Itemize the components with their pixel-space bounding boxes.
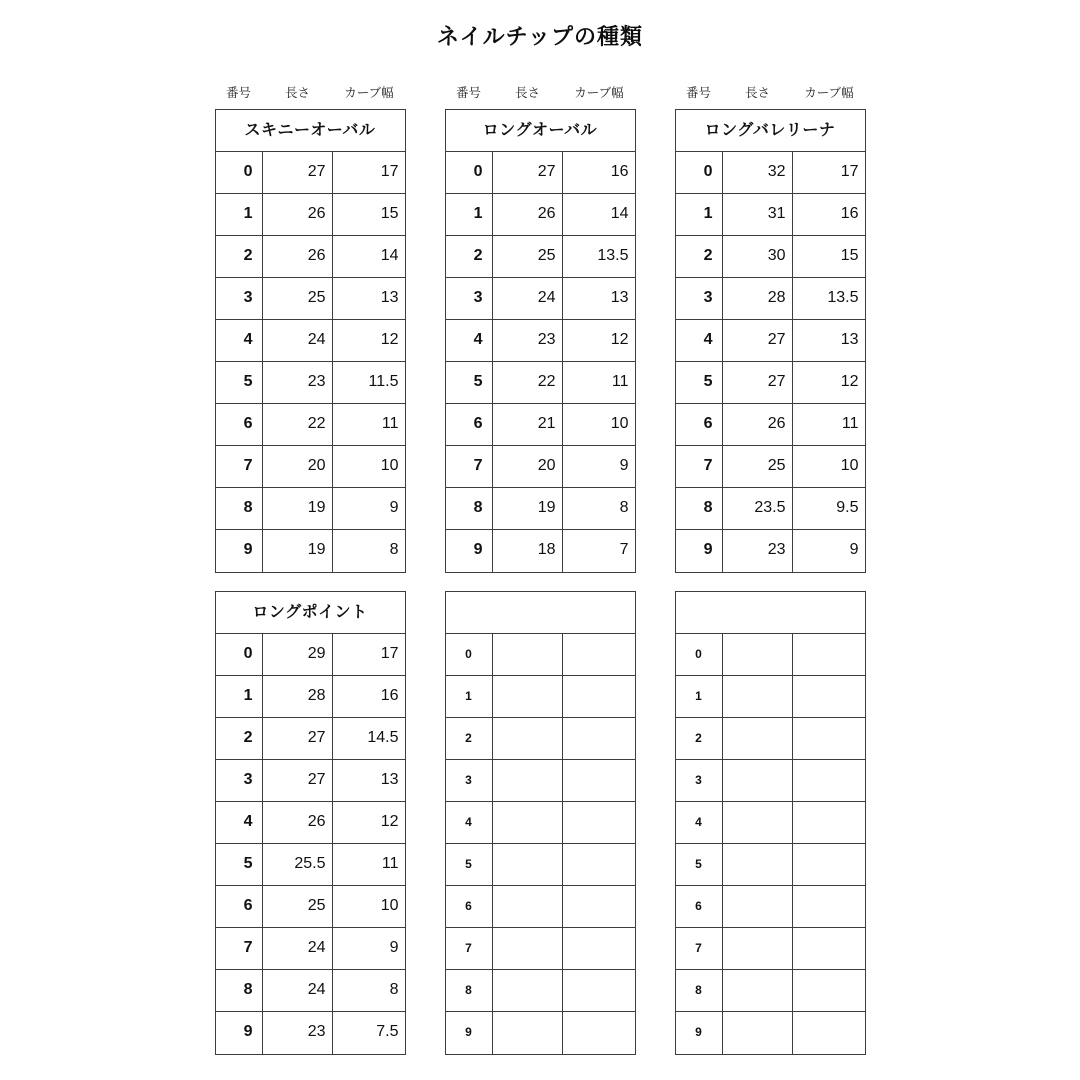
table-row bbox=[676, 404, 865, 446]
cell-curve: 12 bbox=[380, 331, 399, 348]
column-headers bbox=[215, 85, 406, 109]
cell-curve: 13 bbox=[380, 289, 399, 306]
table-row bbox=[216, 634, 405, 676]
data-table bbox=[215, 109, 406, 573]
column-header-curve: カーブ幅 bbox=[574, 86, 624, 100]
table-title bbox=[446, 592, 635, 634]
cell-number: 4 bbox=[216, 802, 263, 843]
column-header-number: 番号 bbox=[225, 86, 251, 100]
cell-length bbox=[493, 718, 563, 759]
cell-number: 3 bbox=[676, 278, 723, 319]
cell-length: 30 bbox=[723, 236, 793, 277]
table-row bbox=[216, 278, 405, 320]
cell-number: 8 bbox=[446, 488, 493, 529]
cell-curve bbox=[563, 718, 635, 759]
cell-number: 3 bbox=[216, 278, 263, 319]
cell-length: 20 bbox=[493, 446, 563, 487]
cell-length bbox=[723, 718, 793, 759]
cell-curve bbox=[793, 760, 865, 801]
cell-curve: 9.5 bbox=[836, 499, 859, 516]
cell-length bbox=[493, 1012, 563, 1054]
table-row bbox=[216, 446, 405, 488]
data-table bbox=[675, 109, 866, 573]
table-row bbox=[446, 362, 635, 404]
cell-curve bbox=[563, 634, 635, 675]
cell-curve: 8 bbox=[389, 981, 399, 998]
table-row bbox=[446, 236, 635, 278]
cell-curve: 11 bbox=[381, 855, 399, 872]
table-row bbox=[446, 278, 635, 320]
cell-number: 8 bbox=[216, 970, 263, 1011]
table-row bbox=[216, 488, 405, 530]
cell-number: 5 bbox=[446, 362, 493, 403]
cell-curve: 12 bbox=[380, 813, 399, 830]
cell-curve: 11 bbox=[611, 373, 629, 390]
cell-length: 27 bbox=[263, 718, 333, 759]
data-table bbox=[445, 591, 636, 1055]
cell-number: 7 bbox=[676, 928, 723, 969]
cell-length bbox=[493, 760, 563, 801]
cell-length: 18 bbox=[493, 530, 563, 572]
cell-curve bbox=[563, 844, 635, 885]
column-header-length: 長さ bbox=[744, 86, 770, 100]
data-table bbox=[675, 591, 866, 1055]
column-header-curve: カーブ幅 bbox=[804, 86, 854, 100]
cell-curve bbox=[793, 1012, 865, 1054]
page-title: ネイルチップの種類 bbox=[437, 24, 643, 49]
table-row bbox=[216, 194, 405, 236]
table-row bbox=[446, 320, 635, 362]
table-row bbox=[216, 320, 405, 362]
cell-number: 0 bbox=[446, 152, 493, 193]
column-headers bbox=[675, 85, 866, 109]
table-row bbox=[676, 194, 865, 236]
cell-length bbox=[723, 844, 793, 885]
cell-number: 4 bbox=[446, 320, 493, 361]
cell-number: 2 bbox=[216, 236, 263, 277]
table-row bbox=[446, 718, 635, 760]
cell-length bbox=[493, 886, 563, 927]
cell-length bbox=[723, 760, 793, 801]
cell-curve: 16 bbox=[380, 687, 399, 704]
table-row bbox=[676, 676, 865, 718]
cell-number: 7 bbox=[216, 928, 263, 969]
cell-curve: 8 bbox=[619, 499, 629, 516]
cell-number: 8 bbox=[676, 970, 723, 1011]
cell-curve bbox=[793, 634, 865, 675]
cell-number: 9 bbox=[216, 530, 263, 572]
cell-number: 5 bbox=[446, 844, 493, 885]
cell-length: 22 bbox=[263, 404, 333, 445]
table-row bbox=[676, 446, 865, 488]
cell-number: 9 bbox=[676, 530, 723, 572]
cell-number: 7 bbox=[446, 928, 493, 969]
cell-curve bbox=[793, 886, 865, 927]
table-row bbox=[676, 530, 865, 572]
cell-curve: 10 bbox=[380, 457, 399, 474]
cell-length: 32 bbox=[723, 152, 793, 193]
cell-number: 4 bbox=[216, 320, 263, 361]
cell-length: 25.5 bbox=[263, 844, 333, 885]
table-row bbox=[676, 320, 865, 362]
cell-number: 9 bbox=[676, 1012, 723, 1054]
cell-curve: 10 bbox=[610, 415, 629, 432]
cell-curve bbox=[563, 1012, 635, 1054]
cell-curve: 17 bbox=[840, 163, 859, 180]
cell-number: 8 bbox=[446, 970, 493, 1011]
cell-number: 4 bbox=[676, 320, 723, 361]
table-row bbox=[446, 152, 635, 194]
cell-curve: 10 bbox=[840, 457, 859, 474]
table-title bbox=[676, 592, 865, 634]
column-header-number: 番号 bbox=[685, 86, 711, 100]
column-header-curve: カーブ幅 bbox=[344, 86, 394, 100]
cell-number: 8 bbox=[676, 488, 723, 529]
cell-number: 2 bbox=[676, 236, 723, 277]
cell-length bbox=[723, 802, 793, 843]
cell-length bbox=[723, 970, 793, 1011]
cell-number: 3 bbox=[446, 278, 493, 319]
cell-length: 23 bbox=[263, 1012, 333, 1054]
cell-number: 2 bbox=[676, 718, 723, 759]
cell-length: 26 bbox=[263, 194, 333, 235]
cell-curve bbox=[563, 970, 635, 1011]
table-row bbox=[216, 404, 405, 446]
cell-length bbox=[723, 886, 793, 927]
table-block-3 bbox=[215, 591, 406, 1055]
cell-number: 1 bbox=[446, 676, 493, 717]
table-row bbox=[216, 530, 405, 572]
cell-number: 2 bbox=[446, 236, 493, 277]
cell-curve: 9 bbox=[849, 541, 859, 558]
cell-length bbox=[493, 928, 563, 969]
table-row bbox=[676, 886, 865, 928]
cell-curve: 7 bbox=[619, 541, 629, 558]
table-title: スキニーオーバル bbox=[216, 110, 405, 152]
cell-length bbox=[723, 1012, 793, 1054]
table-row bbox=[676, 362, 865, 404]
table-row bbox=[676, 718, 865, 760]
table-row bbox=[676, 236, 865, 278]
cell-length: 27 bbox=[263, 760, 333, 801]
cell-length: 27 bbox=[493, 152, 563, 193]
cell-number: 1 bbox=[676, 194, 723, 235]
table-row bbox=[446, 488, 635, 530]
cell-length: 26 bbox=[723, 404, 793, 445]
cell-curve bbox=[793, 970, 865, 1011]
cell-number: 0 bbox=[676, 152, 723, 193]
table-row bbox=[446, 446, 635, 488]
cell-length bbox=[723, 676, 793, 717]
cell-number: 1 bbox=[676, 676, 723, 717]
table-row bbox=[216, 1012, 405, 1054]
cell-curve bbox=[563, 928, 635, 969]
table-row bbox=[676, 928, 865, 970]
cell-number: 5 bbox=[216, 844, 263, 885]
cell-length: 22 bbox=[493, 362, 563, 403]
cell-number: 4 bbox=[446, 802, 493, 843]
cell-curve: 13 bbox=[610, 289, 629, 306]
cell-length: 31 bbox=[723, 194, 793, 235]
cell-curve bbox=[793, 718, 865, 759]
cell-number: 1 bbox=[446, 194, 493, 235]
cell-number: 1 bbox=[216, 194, 263, 235]
tables-grid bbox=[0, 85, 1080, 1055]
cell-curve: 10 bbox=[380, 897, 399, 914]
cell-curve bbox=[793, 844, 865, 885]
table-row bbox=[446, 676, 635, 718]
data-table bbox=[215, 591, 406, 1055]
cell-number: 7 bbox=[216, 446, 263, 487]
table-row bbox=[446, 194, 635, 236]
cell-number: 3 bbox=[676, 760, 723, 801]
cell-curve: 7.5 bbox=[376, 1023, 399, 1040]
cell-length bbox=[493, 676, 563, 717]
cell-length: 23 bbox=[723, 530, 793, 572]
table-block-4 bbox=[445, 591, 636, 1055]
cell-curve: 13 bbox=[840, 331, 859, 348]
cell-length: 19 bbox=[263, 488, 333, 529]
column-headers bbox=[445, 85, 636, 109]
table-block-2 bbox=[675, 85, 866, 573]
cell-number: 0 bbox=[216, 152, 263, 193]
cell-curve: 16 bbox=[610, 163, 629, 180]
table-row bbox=[216, 886, 405, 928]
cell-length bbox=[723, 634, 793, 675]
cell-number: 6 bbox=[446, 404, 493, 445]
cell-length: 27 bbox=[723, 362, 793, 403]
cell-curve: 11 bbox=[841, 415, 859, 432]
table-row bbox=[676, 152, 865, 194]
cell-curve: 15 bbox=[380, 205, 399, 222]
table-row bbox=[676, 760, 865, 802]
cell-number: 7 bbox=[676, 446, 723, 487]
cell-length: 19 bbox=[493, 488, 563, 529]
table-row bbox=[676, 488, 865, 530]
table-title: ロングオーバル bbox=[446, 110, 635, 152]
cell-curve: 14.5 bbox=[367, 729, 399, 746]
column-header-number: 番号 bbox=[455, 86, 481, 100]
table-row bbox=[446, 970, 635, 1012]
cell-length: 24 bbox=[263, 970, 333, 1011]
cell-length: 27 bbox=[263, 152, 333, 193]
cell-number: 6 bbox=[216, 404, 263, 445]
table-row bbox=[216, 844, 405, 886]
cell-number: 3 bbox=[446, 760, 493, 801]
cell-length bbox=[493, 802, 563, 843]
table-row bbox=[216, 718, 405, 760]
table-row bbox=[216, 760, 405, 802]
cell-curve: 13.5 bbox=[827, 289, 859, 306]
table-row bbox=[676, 970, 865, 1012]
table-row bbox=[446, 844, 635, 886]
cell-curve bbox=[793, 676, 865, 717]
table-row bbox=[216, 970, 405, 1012]
cell-length: 21 bbox=[493, 404, 563, 445]
cell-number: 7 bbox=[446, 446, 493, 487]
cell-length: 26 bbox=[263, 236, 333, 277]
cell-curve bbox=[563, 676, 635, 717]
cell-number: 6 bbox=[216, 886, 263, 927]
cell-number: 9 bbox=[446, 1012, 493, 1054]
cell-curve: 17 bbox=[380, 163, 399, 180]
cell-number: 5 bbox=[676, 362, 723, 403]
cell-curve: 14 bbox=[380, 247, 399, 264]
cell-length: 26 bbox=[263, 802, 333, 843]
cell-number: 3 bbox=[216, 760, 263, 801]
cell-length: 23 bbox=[263, 362, 333, 403]
cell-curve bbox=[793, 928, 865, 969]
cell-number: 0 bbox=[446, 634, 493, 675]
table-row bbox=[216, 676, 405, 718]
table-row bbox=[446, 760, 635, 802]
cell-curve: 15 bbox=[840, 247, 859, 264]
table-row bbox=[676, 802, 865, 844]
cell-length: 23 bbox=[493, 320, 563, 361]
cell-curve: 9 bbox=[389, 939, 399, 956]
cell-curve bbox=[563, 802, 635, 843]
cell-curve: 13 bbox=[380, 771, 399, 788]
table-row bbox=[676, 278, 865, 320]
cell-curve: 12 bbox=[610, 331, 629, 348]
table-row bbox=[216, 362, 405, 404]
cell-curve bbox=[563, 760, 635, 801]
cell-curve: 9 bbox=[619, 457, 629, 474]
table-block-1 bbox=[445, 85, 636, 573]
cell-curve: 13.5 bbox=[597, 247, 629, 264]
cell-length: 28 bbox=[723, 278, 793, 319]
table-row bbox=[216, 802, 405, 844]
data-table bbox=[445, 109, 636, 573]
table-row bbox=[216, 152, 405, 194]
table-row bbox=[446, 928, 635, 970]
cell-length: 24 bbox=[263, 320, 333, 361]
cell-curve: 11.5 bbox=[368, 373, 399, 390]
cell-curve bbox=[793, 802, 865, 843]
cell-length: 23.5 bbox=[723, 488, 793, 529]
cell-length: 25 bbox=[263, 278, 333, 319]
cell-number: 6 bbox=[676, 886, 723, 927]
cell-number: 4 bbox=[676, 802, 723, 843]
cell-curve: 16 bbox=[840, 205, 859, 222]
table-block-0 bbox=[215, 85, 406, 573]
cell-curve: 8 bbox=[389, 541, 399, 558]
cell-number: 6 bbox=[446, 886, 493, 927]
cell-curve: 12 bbox=[840, 373, 859, 390]
cell-length: 25 bbox=[493, 236, 563, 277]
table-title: ロングポイント bbox=[216, 592, 405, 634]
table-row bbox=[216, 928, 405, 970]
cell-curve: 9 bbox=[389, 499, 399, 516]
cell-length: 24 bbox=[493, 278, 563, 319]
table-row bbox=[676, 1012, 865, 1054]
column-header-length: 長さ bbox=[514, 86, 540, 100]
cell-length bbox=[723, 928, 793, 969]
column-header-length: 長さ bbox=[284, 86, 310, 100]
cell-number: 9 bbox=[216, 1012, 263, 1054]
cell-length: 25 bbox=[723, 446, 793, 487]
table-row bbox=[446, 404, 635, 446]
table-title: ロングバレリーナ bbox=[676, 110, 865, 152]
cell-number: 5 bbox=[216, 362, 263, 403]
table-row bbox=[446, 530, 635, 572]
table-row bbox=[446, 886, 635, 928]
cell-number: 5 bbox=[676, 844, 723, 885]
cell-number: 2 bbox=[216, 718, 263, 759]
table-row bbox=[676, 634, 865, 676]
cell-curve: 17 bbox=[380, 645, 399, 662]
cell-length: 28 bbox=[263, 676, 333, 717]
cell-length bbox=[493, 970, 563, 1011]
cell-length bbox=[493, 634, 563, 675]
cell-curve: 11 bbox=[381, 415, 399, 432]
cell-curve bbox=[563, 886, 635, 927]
table-row bbox=[446, 634, 635, 676]
cell-number: 1 bbox=[216, 676, 263, 717]
cell-number: 9 bbox=[446, 530, 493, 572]
cell-number: 6 bbox=[676, 404, 723, 445]
cell-length: 29 bbox=[263, 634, 333, 675]
table-row bbox=[676, 844, 865, 886]
cell-number: 0 bbox=[216, 634, 263, 675]
cell-length: 27 bbox=[723, 320, 793, 361]
table-block-5 bbox=[675, 591, 866, 1055]
cell-number: 8 bbox=[216, 488, 263, 529]
cell-length bbox=[493, 844, 563, 885]
cell-length: 24 bbox=[263, 928, 333, 969]
cell-length: 20 bbox=[263, 446, 333, 487]
cell-curve: 14 bbox=[610, 205, 629, 222]
cell-length: 26 bbox=[493, 194, 563, 235]
cell-length: 25 bbox=[263, 886, 333, 927]
table-row bbox=[446, 802, 635, 844]
table-row bbox=[216, 236, 405, 278]
cell-number: 2 bbox=[446, 718, 493, 759]
cell-number: 0 bbox=[676, 634, 723, 675]
cell-length: 19 bbox=[263, 530, 333, 572]
table-row bbox=[446, 1012, 635, 1054]
